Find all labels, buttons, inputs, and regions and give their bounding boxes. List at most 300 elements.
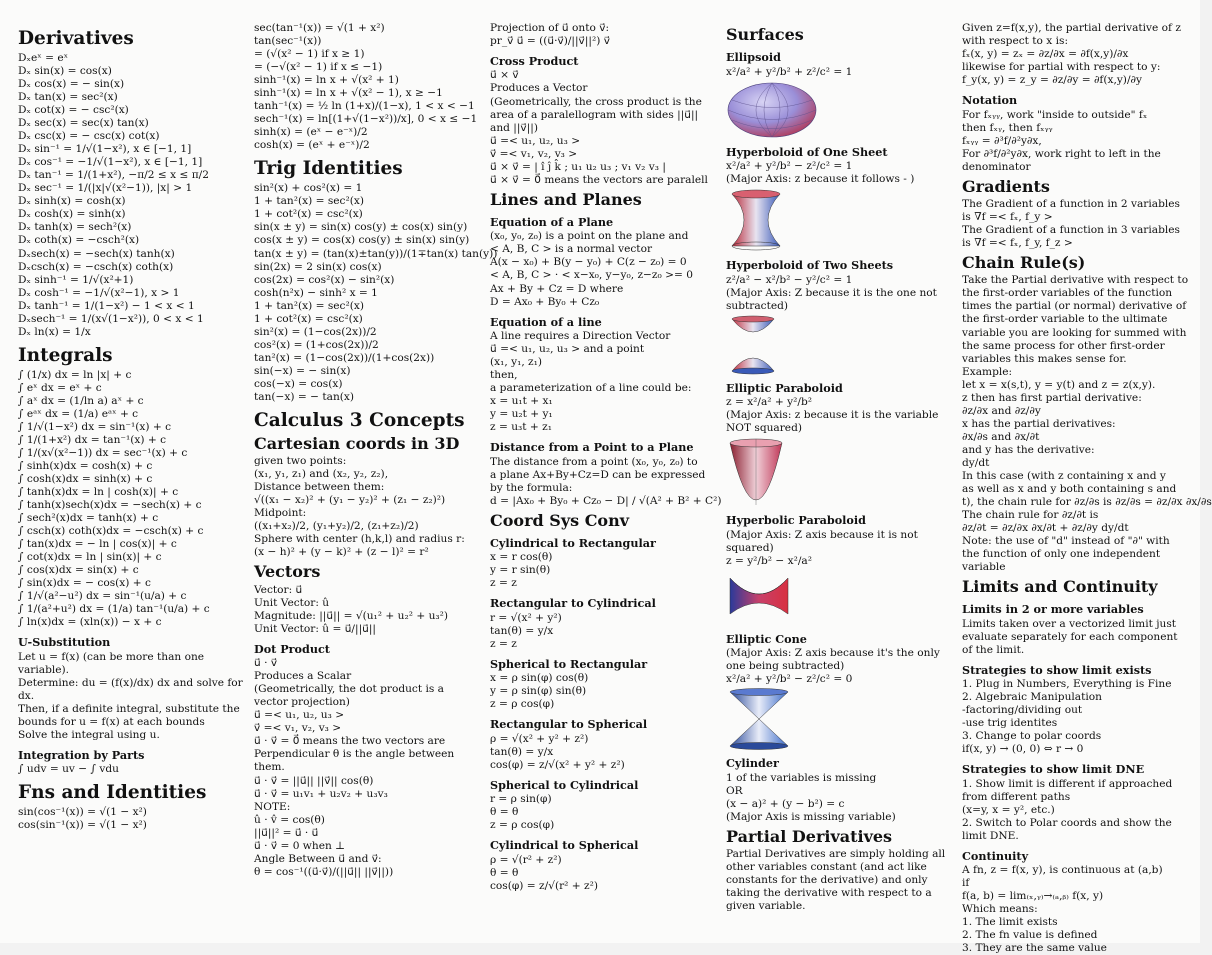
- formula-line: tan(−x) = − tan(x): [254, 390, 355, 403]
- section-cylinder: [726, 757, 952, 824]
- formula-line: In this case (with z containing x and y: [962, 469, 1166, 482]
- formula-line: z = x²/a² + y²/b²: [726, 396, 812, 409]
- formula-line: = (−√(x² − 1) if x ≤ −1): [254, 61, 383, 74]
- section-cylindrical-to-spherical: [490, 839, 716, 892]
- formula-line: x²/a² + y²/b² − z²/c² = 1: [726, 160, 853, 173]
- section-heading: Derivatives: [18, 28, 134, 49]
- formula-line: subtracted): [726, 299, 789, 312]
- paragraph: Take the Partial derivative with respect to the first-order variables of the function times the partial (or normal) derivative of the first-order variable to the ultimate variable you are looking for summed with the same process for other first-order variables this makes sense for.: [962, 274, 1189, 365]
- section-rectangular-to-cylindrical: [490, 597, 716, 650]
- section-derivatives: [18, 28, 246, 339]
- section-notation: [962, 94, 1190, 174]
- formula-line: x²/a² + y²/b² − z²/c² = 0: [726, 673, 853, 686]
- section-ellipsoid: [726, 51, 952, 138]
- section-heading: Surfaces: [726, 25, 804, 44]
- formula-line: is ∇f =< fₓ, f_y, f_z >: [962, 237, 1073, 250]
- section-heading: Notation: [962, 93, 1018, 108]
- formula-line: x has the partial derivatives:: [962, 417, 1116, 430]
- formula-line: z = ρ cos(φ): [490, 819, 555, 832]
- formula-line: Dₓ sin(x) = cos(x): [18, 65, 112, 78]
- section-coord-sys-conv: [490, 512, 716, 530]
- formula-line: ||u⃗||² = u⃗ · u⃗: [254, 826, 319, 839]
- formula-line: (Major Axis: z because it follows - ): [726, 173, 915, 186]
- formula-line: (Geometrically, the dot product is a: [254, 683, 444, 696]
- formula-line: ∂x/∂s and ∂x/∂t: [962, 430, 1040, 443]
- formula-line: ∫ sech²(x)dx = tanh(x) + c: [18, 512, 159, 525]
- formula-line: y = u₂t + y₁: [490, 408, 553, 421]
- formula-line: A fn, z = f(x, y), is continuous at (a,b): [962, 864, 1163, 877]
- formula-line: fₓᵧᵧ = ∂³f/∂²y∂x,: [962, 134, 1042, 147]
- section-surfaces: [726, 26, 952, 44]
- formula-line: ∫ tanh(x)dx = ln | cosh(x)| + c: [18, 486, 179, 499]
- formula-line: For fₓᵧᵧ, work "inside to outside" fₓ: [962, 108, 1148, 121]
- formula-line: (x₁, y₁, z₁): [490, 356, 543, 368]
- formula-line: 1. The limit exists: [962, 916, 1058, 929]
- formula-line: Dₓ csc(x) = − csc(x) cot(x): [18, 130, 160, 143]
- formula-line: tan²(x) = (1−cos(2x))/(1+cos(2x)): [254, 351, 435, 364]
- formula-line: y = ρ sin(φ) sin(θ): [490, 685, 587, 698]
- section-distance-from-a-point-to-a-plane: [490, 440, 722, 508]
- paraboloid-surface-plot: [726, 437, 952, 507]
- formula-line: (x=y, x = y², etc.): [962, 803, 1055, 816]
- formula-line: Unit Vector: û: [254, 596, 330, 609]
- section-heading: Cross Product: [490, 54, 579, 69]
- formula-line: ∫ (1/x) dx = ln |x| + c: [18, 368, 132, 381]
- section-heading: U-Substitution: [18, 635, 111, 650]
- formula-line: z then has first partial derivative:: [962, 391, 1142, 404]
- formula-line: v⃗ =< v₁, v₂, v₃ >: [490, 147, 578, 160]
- formula-line: The Gradient of a function in 3 variables: [962, 224, 1180, 237]
- formula-line: (Geometrically, the cross product is the: [490, 95, 702, 108]
- section-heading: Limits and Continuity: [962, 576, 1158, 596]
- formula-line: tan(x ± y) = (tan(x)±tan(y))/(1∓tan(x) tan(y)): [254, 247, 498, 260]
- formula-line: sech⁻¹(x) = ln[(1+√(1−x²))/x], 0 < x ≤ −1: [254, 113, 478, 126]
- formula-line: sin(−x) = − sin(x): [254, 364, 351, 377]
- section-heading: Lines and Planes: [490, 189, 642, 209]
- section-heading: Cylinder: [726, 756, 779, 771]
- section-heading: Vectors: [254, 562, 321, 582]
- cone-surface-plot: [726, 688, 952, 750]
- section-col3-cont: [490, 22, 716, 48]
- formula-line: then fₓᵧ, then fₓᵧᵧ: [962, 121, 1053, 134]
- section-heading: Limits in 2 or more variables: [962, 602, 1144, 617]
- formula-line: Dₓ cot(x) = − csc²(x): [18, 104, 129, 117]
- formula-line: Unit Vector: û = u⃗/||u⃗||: [254, 622, 376, 635]
- formula-line: sin²(x) + cos²(x) = 1: [254, 182, 363, 195]
- formula-line: Dₓ sinh(x) = cosh(x): [18, 195, 126, 208]
- section-heading: Equation of a line: [490, 314, 602, 329]
- formula-line: Dₓ tanh(x) = sech²(x): [18, 221, 132, 234]
- formula-line: Dₓsech⁻¹ = 1/(x√(1−x²)), 0 < x < 1: [18, 312, 204, 325]
- formula-line: z²/a² − x²/b² − y²/c² = 1: [726, 273, 853, 286]
- formula-line: z = z: [490, 637, 517, 650]
- formula-line: z = u₃t + z₁: [490, 421, 552, 434]
- column-3: [490, 22, 722, 935]
- formula-line: 1 + tan²(x) = sec²(x): [254, 195, 364, 208]
- formula-line: Dₓeˣ = eˣ: [18, 52, 69, 65]
- formula-line: Vector: u⃗: [254, 583, 303, 596]
- formula-line: ∫ cot(x)dx = ln | sin(x)| + c: [18, 551, 162, 564]
- formula-line: √((x₁ − x₂)² + (y₁ − y₂)² + (z₁ − z₂)²): [254, 494, 446, 507]
- formula-line: a parameterization of a line could be:: [490, 382, 692, 395]
- section-heading: Elliptic Cone: [726, 631, 807, 646]
- formula-line: sinh⁻¹(x) = ln x + √(x² + 1): [254, 74, 399, 87]
- section-lines-and-planes: [490, 191, 716, 209]
- section-equation-of-a-line: [490, 316, 716, 435]
- formula-line: z = z: [490, 577, 517, 590]
- formula-line: them.: [254, 761, 285, 774]
- formula-line: t), the chain rule for ∂z/∂s is ∂z/∂s = ∂z/∂x ∂x/∂s: [962, 495, 1212, 508]
- formula-line: Dₓ sinh⁻¹ = 1/√(x²+1): [18, 273, 134, 286]
- formula-line: pr_v⃗ u⃗ = ((u⃗·v⃗)/||v⃗||²) v⃗: [490, 35, 610, 48]
- section-heading: Hyperboloid of Two Sheets: [726, 258, 894, 273]
- column-2: [254, 22, 498, 935]
- column-5: [962, 22, 1212, 955]
- formula-line: ∫ 1/(1+x²) dx = tan⁻¹(x) + c: [18, 433, 167, 446]
- formula-line: Projection of u⃗ onto v⃗:: [490, 22, 610, 34]
- section-partial-derivatives: [726, 828, 952, 913]
- formula-line: ∫ 1/√(a²−u²) dx = sin⁻¹(u/a) + c: [18, 590, 187, 603]
- formula-line: u⃗ × v⃗ = | î ĵ k̂ ; u₁ u₂ u₃ ; v₁ v₂ v₃ |: [490, 160, 666, 173]
- section-hyperboloid-of-one-sheet: [726, 146, 952, 252]
- paragraph: Given z=f(x,y), the partial derivative of z with respect to x is:: [962, 22, 1181, 48]
- formula-line: u⃗ · v⃗ = ||u⃗|| ||v⃗|| cos(θ): [254, 774, 374, 787]
- section-spherical-to-cylindrical: [490, 779, 716, 832]
- formula-line: by the formula:: [490, 481, 573, 494]
- section-rectangular-to-spherical: [490, 718, 716, 771]
- formula-line: sin(cos⁻¹(x)) = √(1 − x²): [18, 806, 147, 819]
- section-u-substitution: [18, 636, 246, 742]
- formula-line: denominator: [962, 160, 1031, 173]
- section-heading: Spherical to Rectangular: [490, 656, 648, 671]
- formula-line: ∫ eᵃˣ dx = (1/a) eᵃˣ + c: [18, 407, 139, 420]
- section-heading: Equation of a Plane: [490, 215, 614, 229]
- section-heading: Calculus 3 Concepts: [254, 409, 465, 431]
- section-heading: Cylindrical to Spherical: [490, 838, 639, 853]
- section-heading: Distance from a Point to a Plane: [490, 440, 694, 455]
- formula-line: A line requires a Direction Vector: [490, 329, 671, 342]
- section-heading: Rectangular to Spherical: [490, 717, 648, 732]
- formula-line: evaluate separately for each component: [962, 630, 1178, 643]
- formula-line: = (√(x² − 1) if x ≥ 1): [254, 48, 365, 61]
- formula-line: Dₓ cosh(x) = sinh(x): [18, 208, 126, 221]
- formula-line: NOTE:: [254, 800, 291, 813]
- section-heading: Rectangular to Cylindrical: [490, 596, 656, 611]
- formula-line: 3. Change to polar coords: [962, 730, 1102, 743]
- formula-line: The chain rule for ∂z/∂t is: [962, 508, 1099, 521]
- section-elliptic-paraboloid: [726, 382, 952, 507]
- formula-line: ((x₁+x₂)/2, (y₁+y₂)/2, (z₁+z₂)/2): [254, 520, 419, 533]
- formula-line: v⃗ =< v₁, v₂, v₃ >: [254, 722, 342, 735]
- section-integration-by-parts: [18, 749, 246, 776]
- formula-line: ρ = √(r² + z²): [490, 853, 562, 866]
- formula-line: a plane Ax+By+Cz=D can be expressed: [490, 468, 706, 481]
- section-hyperbolic-paraboloid: [726, 514, 952, 625]
- formula-line: from different paths: [962, 790, 1071, 803]
- formula-line: cos(−x) = cos(x): [254, 377, 343, 390]
- section-chain-rule-s: [962, 253, 1212, 574]
- formula-line: cos(2x) = cos²(x) − sin²(x): [254, 273, 395, 286]
- formula-line: OR: [726, 784, 743, 797]
- formula-line: sin²(x) = (1−cos(2x))/2: [254, 325, 377, 338]
- formula-line: 2. Switch to Polar coords and show the: [962, 816, 1172, 829]
- formula-line: sin(2x) = 2 sin(x) cos(x): [254, 260, 382, 273]
- formula-line: 2. The fn value is defined: [962, 929, 1098, 942]
- formula-line: NOT squared): [726, 422, 802, 435]
- section-cylindrical-to-rectangular: [490, 537, 716, 590]
- formula-line: cos(x ± y) = cos(x) cos(y) ± sin(x) sin(y): [254, 234, 470, 247]
- formula-line: u⃗ =< u₁, u₂, u₃ > and a point: [490, 342, 645, 355]
- formula-line: ∫ sinh(x)dx = cosh(x) + c: [18, 459, 153, 472]
- section-heading: Hyperbolic Paraboloid: [726, 513, 866, 528]
- formula-line: Note: the use of "d" instead of "∂" with: [962, 534, 1170, 547]
- formula-line: Dₓ coth(x) = −csch²(x): [18, 234, 140, 247]
- formula-line: given two points:: [254, 455, 347, 468]
- formula-line: (x₀, y₀, z₀) is a point on the plane and: [490, 230, 689, 243]
- formula-line: u⃗ · v⃗ = 0 when ⊥: [254, 839, 346, 852]
- formula-line: u⃗ × v⃗ = 0⃗ means the vectors are paralell: [490, 173, 708, 186]
- formula-line: and y has the derivative:: [962, 443, 1095, 456]
- formula-line: ∫ ln(x)dx = (xln(x)) − x + c: [18, 616, 162, 629]
- formula-line: Produces a Scalar: [254, 670, 352, 683]
- formula-line: ∂z/∂x and ∂z/∂y: [962, 404, 1041, 417]
- formula-line: Distance between them:: [254, 481, 385, 494]
- formula-line: (Major Axis: z because it is the variable: [726, 409, 939, 422]
- formula-line: sec(tan⁻¹(x)) = √(1 + x²): [254, 22, 385, 34]
- section-heading: Cylindrical to Rectangular: [490, 535, 656, 550]
- formula-line: x²/a² + y²/b² + z²/c² = 1: [726, 65, 853, 78]
- formula-line: u⃗ · v⃗: [254, 657, 278, 670]
- formula-line: squared): [726, 541, 774, 554]
- formula-line: cos(φ) = z/√(r² + z²): [490, 879, 598, 892]
- formula-line: sinh(x) = (eˣ − e⁻ˣ)/2: [254, 126, 368, 139]
- formula-line: 1 + tan²(x) = sec²(x): [254, 299, 364, 312]
- formula-line: u⃗ × v⃗: [490, 69, 519, 82]
- section-strategies-to-show-limit-exists: [962, 664, 1190, 757]
- formula-line: cosh(x) = (eˣ + e⁻ˣ)/2: [254, 139, 370, 152]
- formula-line: ∫ udv = uv − ∫ vdu: [18, 763, 119, 776]
- formula-line: z = y²/b² − x²/a²: [726, 554, 812, 567]
- formula-line: tan(θ) = y/x: [490, 745, 554, 758]
- formula-line: For ∂³f/∂²y∂x, work right to left in the: [962, 147, 1161, 160]
- formula-line: if: [962, 877, 970, 890]
- formula-line: r = ρ sin(φ): [490, 793, 552, 806]
- formula-line: ∫ tan(x)dx = − ln | cos(x)| + c: [18, 538, 177, 551]
- formula-line: Ax + By + Cz = D where: [490, 282, 624, 295]
- section-heading: Strategies to show limit exists: [962, 662, 1152, 677]
- formula-line: ∫ aˣ dx = (1/ln a) aˣ + c: [18, 394, 144, 407]
- formula-line: ∫ tanh(x)sech(x)dx = −sech(x) + c: [18, 499, 202, 512]
- formula-line: (Major Axis: Z axis because it is not: [726, 528, 918, 541]
- formula-line: tanh⁻¹(x) = ½ ln (1+x)/(1−x), 1 < x < −1: [254, 100, 475, 113]
- formula-line: ∂z/∂t = ∂z/∂x ∂x/∂t + ∂z/∂y dy/dt: [962, 521, 1129, 534]
- formula-line: -use trig identites: [962, 717, 1058, 730]
- column-1: [18, 22, 246, 935]
- section-trig-identities: [254, 158, 498, 404]
- formula-line: then,: [490, 369, 518, 382]
- formula-line: Dₓ tan⁻¹ = 1/(1+x²), −π/2 ≤ x ≤ π/2: [18, 169, 209, 182]
- formula-line: tan(θ) = y/x: [490, 624, 554, 637]
- section-continuity: [962, 850, 1190, 955]
- formula-line: x = ρ sin(φ) cos(θ): [490, 672, 589, 685]
- section-col2-cont: [254, 22, 482, 152]
- paragraph: Then, if a definite integral, substitute the bounds for u = f(x) at each bounds: [18, 702, 240, 728]
- formula-line: Angle Between u⃗ and v⃗:: [254, 852, 382, 865]
- formula-line: ∫ sin(x)dx = − cos(x) + c: [18, 577, 151, 590]
- formula-line: 3. They are the same value: [962, 942, 1107, 955]
- formula-line: Dₓ cos⁻¹ = −1/√(1−x²), x ∈ [−1, 1]: [18, 156, 203, 169]
- formula-line: < A, B, C > is a normal vector: [490, 243, 653, 256]
- formula-line: u⃗ =< u₁, u₂, u₃ >: [490, 134, 581, 147]
- formula-line: y = r sin(θ): [490, 564, 551, 577]
- section-heading: Strategies to show limit DNE: [962, 762, 1145, 777]
- section-heading: Fns and Identities: [18, 782, 207, 804]
- formula-line: of the limit.: [962, 643, 1025, 656]
- formula-line: D = Ax₀ + By₀ + Cz₀: [490, 295, 600, 308]
- formula-line: r = √(x² + y²): [490, 611, 562, 624]
- paragraph: Let u = f(x) (can be more than one variable).: [18, 650, 205, 676]
- section-heading: Hyperboloid of One Sheet: [726, 144, 888, 159]
- section-dot-product: [254, 643, 482, 879]
- formula-line: ∫ cos(x)dx = sin(x) + c: [18, 564, 139, 577]
- formula-line: θ = cos⁻¹((u⃗·v⃗)/(||u⃗|| ||v⃗||)): [254, 865, 394, 878]
- column-4: [726, 22, 952, 935]
- formula-line: f_y(x, y) = z_y = ∂z/∂y = ∂f(x,y)/∂y: [962, 74, 1142, 87]
- formula-line: (x − a)² + (y − b²) = c: [726, 797, 845, 810]
- section-calculus-3-concepts: [254, 410, 482, 431]
- formula-line: 1. Plug in Numbers, Everything is Fine: [962, 678, 1172, 691]
- formula-line: u⃗ · v⃗ = 0⃗ means the two vectors are: [254, 735, 446, 748]
- formula-line: A(x − x₀) + B(y − y₀) + C(z − z₀) = 0: [490, 256, 687, 269]
- formula-line: fₓ(x, y) = zₓ = ∂z/∂x = ∂f(x,y)/∂x: [962, 48, 1129, 61]
- formula-line: tan(sec⁻¹(x)): [254, 35, 322, 48]
- formula-line: ∫ eˣ dx = eˣ + c: [18, 381, 102, 394]
- formula-line: 1. Show limit is different if approached: [962, 777, 1173, 790]
- formula-line: as well as x and y both containing s and: [962, 482, 1177, 495]
- formula-line: Produces a Vector: [490, 82, 588, 95]
- formula-line: Dₓ sec(x) = sec(x) tan(x): [18, 117, 149, 130]
- formula-line: (x₁, y₁, z₁) and (x₂, y₂, z₂),: [254, 468, 389, 481]
- formula-line: 2. Algebraic Manipulation: [962, 691, 1102, 704]
- hyperboloid1-surface-plot: [726, 188, 952, 252]
- section-integrals: [18, 345, 246, 630]
- formula-line: Example:: [962, 365, 1013, 378]
- section-heading: Coord Sys Conv: [490, 510, 630, 530]
- formula-line: the function of only one independent: [962, 547, 1161, 560]
- section-heading: Gradients: [962, 176, 1050, 196]
- formula-line: sinh⁻¹(x) = ln x + √(x² − 1), x ≥ −1: [254, 87, 443, 100]
- section-heading: Ellipsoid: [726, 50, 781, 65]
- section-spherical-to-rectangular: [490, 658, 716, 711]
- formula-line: Sphere with center (h,k,l) and radius r:: [254, 533, 465, 546]
- formula-line: d = |Ax₀ + By₀ + Cz₀ − D| / √(A² + B² + C²): [490, 494, 722, 507]
- formula-line: limit DNE.: [962, 829, 1019, 842]
- formula-line: f(a, b) = lim₍ₓ,ᵧ₎→₍ₐ,ᵦ₎ f(x, y): [962, 890, 1104, 903]
- formula-line: Dₓ cos(x) = − sin(x): [18, 78, 125, 91]
- section-heading: Continuity: [962, 848, 1029, 863]
- formula-line: variable: [962, 560, 1006, 573]
- formula-line: Dₓ sec⁻¹ = 1/(|x|√(x²−1)), |x| > 1: [18, 182, 193, 195]
- formula-line: cos²(x) = (1+cos(2x))/2: [254, 338, 379, 351]
- formula-line: u⃗ =< u₁, u₂, u₃ >: [254, 709, 345, 722]
- formula-line: ∫ 1/√(1−x²) dx = sin⁻¹(x) + c: [18, 420, 172, 433]
- formula-line: sin(x ± y) = sin(x) cos(y) ± cos(x) sin(y): [254, 221, 468, 234]
- paragraph: Partial Derivatives are simply holding all other variables constant (and act like constants for the derivative) and only taking the derivative with respect to a given variable.: [726, 848, 946, 913]
- section-cross-product: [490, 55, 716, 187]
- formula-line: let x = x(s,t), y = y(t) and z = z(x,y).: [962, 378, 1156, 391]
- formula-line: < A, B, C > · < x−x₀, y−y₀, z−z₀ >= 0: [490, 269, 693, 282]
- formula-line: cos(sin⁻¹(x)) = √(1 − x²): [18, 819, 147, 832]
- formula-line: θ = θ: [490, 866, 519, 879]
- formula-line: (Major Axis is missing variable): [726, 810, 896, 823]
- section-elliptic-cone: [726, 633, 952, 750]
- formula-line: Dₓ cosh⁻¹ = −1/√(x²−1), x > 1: [18, 286, 180, 299]
- paragraph: Solve the integral using u.: [18, 728, 160, 741]
- formula-line: (Major Axis: Z axis because it's the only: [726, 647, 940, 660]
- formula-line: θ = θ: [490, 806, 519, 819]
- section-heading: Chain Rule(s): [962, 253, 1086, 273]
- formula-line: x = r cos(θ): [490, 551, 553, 564]
- section-gradients: [962, 178, 1190, 250]
- formula-line: dy/dt: [962, 456, 990, 469]
- formula-line: ∫ csch(x) coth(x)dx = −csch(x) + c: [18, 525, 204, 538]
- formula-line: cos(φ) = z/√(x² + y² + z²): [490, 758, 625, 771]
- formula-line: The distance from a point (x₀, y₀, z₀) to: [490, 455, 698, 468]
- section-heading: Cartesian coords in 3D: [254, 433, 460, 453]
- hyperboloid2-surface-plot: [726, 315, 952, 375]
- formula-line: Magnitude: ||u⃗|| = √(u₁² + u₂² + u₃²): [254, 609, 449, 622]
- formula-line: cosh(n²x) − sinh² x = 1: [254, 286, 378, 299]
- formula-line: ∫ cosh(x)dx = sinh(x) + c: [18, 473, 153, 485]
- section-cartesian-coords-in-3d: [254, 435, 482, 560]
- section-hyperboloid-of-two-sheets: [726, 259, 952, 374]
- formula-line: Dₓsech(x) = −sech(x) tanh(x): [18, 247, 175, 260]
- formula-line: (Major Axis: Z because it is the one not: [726, 286, 937, 299]
- saddle-surface-plot: [726, 570, 952, 626]
- formula-line: Dₓcsch(x) = −csch(x) coth(x): [18, 260, 174, 273]
- section-limits-and-continuity: [962, 578, 1190, 596]
- section-heading: Integration by Parts: [18, 747, 145, 762]
- formula-line: z = ρ cos(φ): [490, 698, 555, 711]
- section-equation-of-a-plane: [490, 216, 716, 309]
- paragraph: Determine: du = (f(x)/dx) dx and solve for dx.: [18, 676, 243, 702]
- section-heading: Partial Derivatives: [726, 826, 893, 846]
- formula-line: Dₓ tan(x) = sec²(x): [18, 91, 118, 104]
- formula-line: one being subtracted): [726, 660, 845, 673]
- formula-line: 1 of the variables is missing: [726, 771, 877, 784]
- formula-line: The Gradient of a function in 2 variables: [962, 197, 1180, 210]
- formula-line: u⃗ · v⃗ = u₁v₁ + u₂v₂ + u₃v₃: [254, 787, 388, 800]
- formula-line: -factoring/dividing out: [962, 704, 1083, 717]
- formula-line: vector projection): [254, 696, 350, 709]
- section-heading: Trig Identities: [254, 158, 403, 180]
- section-heading: Dot Product: [254, 641, 330, 656]
- formula-line: ∫ 1/(x√(x²−1)) dx = sec⁻¹(x) + c: [18, 446, 188, 459]
- formula-line: û · v̂ = cos(θ): [254, 813, 325, 826]
- section-strategies-to-show-limit-dne: [962, 763, 1190, 843]
- formula-line: Dₓ ln(x) = 1/x: [18, 325, 91, 338]
- formula-line: x = u₁t + x₁: [490, 395, 553, 408]
- section-vectors: [254, 563, 482, 635]
- ellipsoid-surface-plot: [726, 81, 952, 139]
- formula-line: Dₓ sin⁻¹ = 1/√(1−x²), x ∈ [−1, 1]: [18, 143, 192, 156]
- formula-line: is ∇f =< fₓ, f_y >: [962, 211, 1053, 223]
- formula-line: Which means:: [962, 903, 1038, 916]
- formula-line: ∫ 1/(a²+u²) dx = (1/a) tan⁻¹(u/a) + c: [18, 603, 210, 616]
- section-heading: Elliptic Paraboloid: [726, 380, 843, 395]
- section-limits-in-2-or-more-variables: [962, 603, 1190, 656]
- formula-line: likewise for partial with respect to y:: [962, 61, 1161, 74]
